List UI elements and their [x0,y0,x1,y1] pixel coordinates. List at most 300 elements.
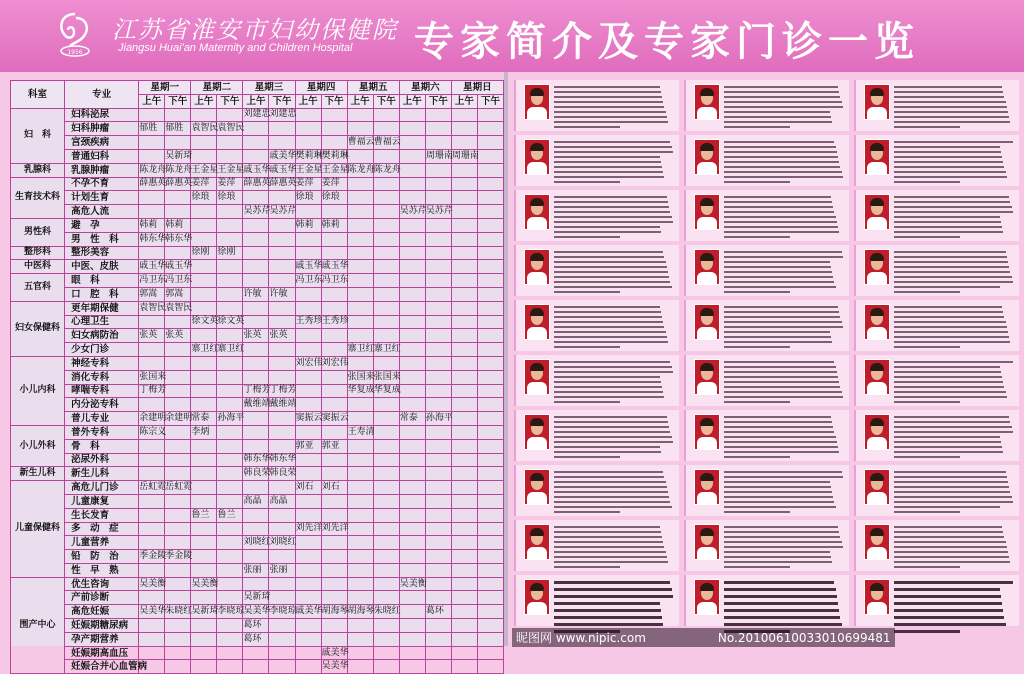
doctor-cell [373,508,399,522]
doctor-cell [373,660,399,674]
doctor-cell [165,591,191,605]
doctor-cell [373,177,399,191]
doctor-cell [217,577,243,591]
expert-photo [864,469,890,505]
doctor-cell [269,646,295,660]
doctor-cell: 姜萍 [217,177,243,191]
doctor-cell [269,481,295,495]
doctor-cell [425,136,451,150]
doctor-cell [139,398,165,412]
doctor-cell: 刘晓红 [269,536,295,550]
doctor-cell [139,246,165,260]
doctor-cell [191,384,217,398]
am-header: 上午 [139,94,165,108]
expert-bio [554,526,674,571]
spec-cell: 妇科肿瘤 [65,122,139,136]
doctor-cell [477,136,503,150]
doctor-cell [295,494,321,508]
am-header: 上午 [243,94,269,108]
doctor-cell [347,494,373,508]
spec-header: 专业 [65,81,139,109]
doctor-cell: 戴维靖 [243,398,269,412]
doctor-cell: 王金星 [295,163,321,177]
doctor-cell: 戴维靖 [269,398,295,412]
doctor-cell: 陈龙舟 [373,163,399,177]
dept-cell: 生育技术科 [11,177,65,218]
doctor-cell [269,412,295,426]
doctor-cell [295,108,321,122]
expert-photo [864,139,890,175]
doctor-cell [425,563,451,577]
doctor-cell: 曹福云 [347,136,373,150]
doctor-cell: 郭亚 [321,439,347,453]
doctor-cell: 华复成 [347,384,373,398]
doctor-cell [139,467,165,481]
doctor-cell [451,453,477,467]
expert-photo [524,359,550,395]
doctor-cell [451,315,477,329]
doctor-cell [139,563,165,577]
doctor-cell: 张英 [243,329,269,343]
doctor-cell [477,522,503,536]
doctor-cell [139,315,165,329]
doctor-cell [451,232,477,246]
expert-bio [894,581,1014,637]
doctor-cell [373,591,399,605]
spec-cell: 孕产期营养 [65,632,139,646]
doctor-cell [399,619,425,633]
doctor-cell [243,136,269,150]
doctor-cell: 吴新琦 [243,591,269,605]
doctor-cell [425,232,451,246]
expert-card [684,355,849,406]
expert-bio [554,416,674,461]
doctor-cell [243,412,269,426]
doctor-cell: 葛环 [425,605,451,619]
doctor-cell [373,425,399,439]
doctor-cell [295,646,321,660]
doctor-cell [191,550,217,564]
doctor-cell [399,660,425,674]
spec-cell: 性 早 熟 [65,563,139,577]
doctor-cell [269,218,295,232]
day-header: 星期二 [191,81,243,95]
doctor-cell [243,315,269,329]
doctor-cell: 张英 [165,329,191,343]
doctor-cell: 郭嵩 [165,287,191,301]
expert-photo [524,579,550,615]
doctor-cell [399,425,425,439]
doctor-cell [373,301,399,315]
doctor-cell [373,412,399,426]
schedule-row [11,605,504,619]
doctor-cell [139,453,165,467]
doctor-cell [399,632,425,646]
doctor-cell [477,536,503,550]
doctor-cell [321,287,347,301]
doctor-cell: 郁胜 [139,122,165,136]
pm-header: 下午 [165,94,191,108]
spec-cell: 普儿专业 [65,412,139,426]
expert-bio [894,306,1014,351]
doctor-cell: 戚玉华 [295,260,321,274]
doctor-cell [347,439,373,453]
doctor-cell [399,508,425,522]
doctor-cell: 常泰 [191,412,217,426]
doctor-cell [451,605,477,619]
doctor-cell [477,453,503,467]
pm-header: 下午 [477,94,503,108]
doctor-cell [191,136,217,150]
doctor-cell: 李晓琼 [269,605,295,619]
doctor-cell [373,467,399,481]
doctor-cell [425,577,451,591]
doctor-cell [321,536,347,550]
doctor-cell: 冯卫东 [295,274,321,288]
doctor-cell: 戚玉华 [321,260,347,274]
expert-photo [524,469,550,505]
doctor-cell [425,356,451,370]
doctor-cell [217,287,243,301]
doctor-cell [477,481,503,495]
schedule-row [11,550,504,564]
doctor-cell [139,439,165,453]
doctor-cell: 胡海琴 [321,605,347,619]
day-header: 星期六 [399,81,451,95]
expert-bio [894,141,1014,186]
spec-cell: 宫颈疾病 [65,136,139,150]
doctor-cell [217,356,243,370]
expert-bio [894,251,1014,296]
expert-photo [694,249,720,285]
doctor-cell [217,108,243,122]
doctor-cell [425,108,451,122]
expert-bio [554,471,674,516]
doctor-cell [425,274,451,288]
doctor-cell [347,232,373,246]
doctor-cell [243,246,269,260]
expert-photo [524,249,550,285]
expert-photo [524,414,550,450]
doctor-cell: 胡海琴 [347,605,373,619]
doctor-cell [295,536,321,550]
doctor-cell [451,536,477,550]
doctor-cell [347,632,373,646]
doctor-cell: 李晓琼 [217,605,243,619]
doctor-cell: 刘石 [295,481,321,495]
expert-photo [694,194,720,230]
doctor-cell [399,274,425,288]
doctor-cell [399,191,425,205]
doctor-cell [425,122,451,136]
expert-card [854,575,1019,626]
doctor-cell [321,591,347,605]
doctor-cell: 丁梅芳 [269,384,295,398]
expert-photo [864,194,890,230]
page-header [0,0,1024,72]
doctor-cell [451,550,477,564]
doctor-cell: 韩东华 [269,453,295,467]
doctor-cell [477,218,503,232]
doctor-cell [321,329,347,343]
doctor-cell [295,591,321,605]
doctor-cell [399,646,425,660]
spec-cell: 心理卫生 [65,315,139,329]
doctor-cell [425,453,451,467]
expert-card [854,520,1019,571]
doctor-cell [217,301,243,315]
schedule-row [11,218,504,232]
dept-cell: 新生儿科 [11,467,65,481]
doctor-cell: 许敏 [243,287,269,301]
doctor-cell [451,508,477,522]
expert-card [854,355,1019,406]
schedule-row [11,329,504,343]
doctor-cell [451,412,477,426]
doctor-cell [425,481,451,495]
doctor-cell [243,660,269,674]
doctor-cell [451,370,477,384]
doctor-cell [477,191,503,205]
doctor-cell: 郁胜 [165,122,191,136]
expert-card [514,245,679,296]
doctor-cell [165,343,191,357]
doctor-cell: 岳虹霓 [165,481,191,495]
doctor-cell [373,246,399,260]
doctor-cell [399,522,425,536]
expert-bio [724,306,844,351]
doctor-cell [269,577,295,591]
doctor-cell [243,218,269,232]
doctor-cell: 郭嵩 [139,287,165,301]
dept-cell: 妇 科 [11,108,65,163]
doctor-cell [191,563,217,577]
doctor-cell [347,122,373,136]
schedule-row [11,660,504,674]
doctor-cell [451,522,477,536]
doctor-cell: 薛惠英 [165,177,191,191]
doctor-cell [425,329,451,343]
doctor-cell: 冯卫东 [139,274,165,288]
spec-cell: 消化专科 [65,370,139,384]
doctor-cell [451,108,477,122]
doctor-cell [269,591,295,605]
expert-photo [694,414,720,450]
doctor-cell [217,522,243,536]
doctor-cell [243,260,269,274]
doctor-cell [269,550,295,564]
doctor-cell [321,108,347,122]
expert-photo [864,304,890,340]
expert-bio [724,526,844,571]
doctor-cell [373,646,399,660]
doctor-cell: 姜萍 [321,177,347,191]
schedule-row [11,287,504,301]
doctor-cell: 戚玉华 [269,163,295,177]
doctor-cell [347,274,373,288]
doctor-cell [191,108,217,122]
doctor-cell [347,467,373,481]
doctor-cell: 葛环 [243,632,269,646]
spec-cell: 更年期保健 [65,301,139,315]
expert-card [514,190,679,241]
doctor-cell: 徐刚 [217,246,243,260]
doctor-cell [347,550,373,564]
expert-card [514,135,679,186]
expert-bio [554,86,674,131]
am-header: 上午 [295,94,321,108]
doctor-cell [477,108,503,122]
doctor-cell [217,550,243,564]
doctor-cell [399,177,425,191]
dept-cell: 整形科 [11,246,65,260]
doctor-cell [347,301,373,315]
doctor-cell [165,632,191,646]
doctor-cell [373,232,399,246]
doctor-cell [243,232,269,246]
doctor-cell [373,191,399,205]
doctor-cell [165,191,191,205]
doctor-cell [399,232,425,246]
doctor-cell [243,481,269,495]
doctor-cell [191,536,217,550]
schedule-row [11,260,504,274]
spec-cell: 铅 防 治 [65,550,139,564]
expert-bio [894,526,1014,571]
doctor-cell [295,136,321,150]
schedule-row [11,315,504,329]
dept-cell: 五官科 [11,274,65,302]
doctor-cell: 王金星 [217,163,243,177]
doctor-cell [477,439,503,453]
doctor-cell: 高晶 [269,494,295,508]
doctor-cell [321,453,347,467]
doctor-cell [243,191,269,205]
doctor-cell: 徐琅 [321,191,347,205]
doctor-cell: 韩东华 [139,232,165,246]
doctor-cell [425,246,451,260]
doctor-cell: 李炳 [191,425,217,439]
doctor-cell: 刘建忠 [243,108,269,122]
expert-photo [864,524,890,560]
expert-card [684,410,849,461]
doctor-cell: 吴新琦 [191,605,217,619]
doctor-cell [477,356,503,370]
doctor-cell [191,660,217,674]
doctor-cell [399,550,425,564]
doctor-cell [451,646,477,660]
doctor-cell: 寨卫红 [191,343,217,357]
spec-cell: 神经专科 [65,356,139,370]
schedule-row [11,646,504,660]
schedule-row [11,274,504,288]
spec-cell: 男 性 科 [65,232,139,246]
schedule-row [11,177,504,191]
doctor-cell: 薛惠英 [243,177,269,191]
spec-cell: 乳腺肿瘤 [65,163,139,177]
doctor-cell [347,315,373,329]
doctor-cell [165,536,191,550]
doctor-cell: 陈龙舟 [347,163,373,177]
doctor-cell [191,439,217,453]
doctor-cell [165,370,191,384]
spec-cell: 泌尿外科 [65,453,139,467]
doctor-cell [347,536,373,550]
schedule-row [11,522,504,536]
doctor-cell [269,122,295,136]
doctor-cell [399,494,425,508]
doctor-cell: 韩莉 [295,218,321,232]
doctor-cell [399,315,425,329]
doctor-cell [139,522,165,536]
doctor-cell [477,550,503,564]
schedule-row [11,122,504,136]
doctor-cell [399,398,425,412]
doctor-cell [165,205,191,219]
schedule-row [11,191,504,205]
doctor-cell [191,301,217,315]
doctor-cell [347,563,373,577]
doctor-cell [347,205,373,219]
doctor-cell: 常泰 [399,412,425,426]
expert-bio [724,86,844,131]
spec-cell: 高危儿门诊 [65,481,139,495]
doctor-cell [191,619,217,633]
doctor-cell: 陈龙舟 [139,163,165,177]
doctor-cell [451,439,477,453]
doctor-cell [373,260,399,274]
doctor-cell [373,522,399,536]
doctor-cell: 窦振云 [321,412,347,426]
doctor-cell [425,425,451,439]
doctor-cell [165,384,191,398]
doctor-cell [321,232,347,246]
doctor-cell [243,577,269,591]
doctor-cell [477,149,503,163]
doctor-cell [347,260,373,274]
schedule-row [11,163,504,177]
doctor-cell [451,329,477,343]
doctor-cell [399,439,425,453]
pm-header: 下午 [269,94,295,108]
doctor-cell [425,632,451,646]
doctor-cell [321,494,347,508]
doctor-cell [373,205,399,219]
doctor-cell [139,343,165,357]
expert-photo [694,139,720,175]
doctor-cell [269,343,295,357]
doctor-cell [269,232,295,246]
doctor-cell [451,384,477,398]
doctor-cell: 华复成 [373,384,399,398]
doctor-cell [373,550,399,564]
spec-cell: 内分泌专科 [65,398,139,412]
spec-cell: 产前诊断 [65,591,139,605]
schedule-row [11,481,504,495]
pm-header: 下午 [321,94,347,108]
spec-cell: 高危妊娠 [65,605,139,619]
doctor-cell [191,494,217,508]
doctor-cell [243,301,269,315]
spec-cell: 妊娠期糖尿病 [65,619,139,633]
doctor-cell: 刘先洋 [295,522,321,536]
doctor-cell: 韩东华 [165,232,191,246]
clinic-schedule [10,80,504,673]
doctor-cell [477,329,503,343]
doctor-cell: 冯卫东 [321,274,347,288]
doctor-cell [347,577,373,591]
doctor-cell [425,591,451,605]
